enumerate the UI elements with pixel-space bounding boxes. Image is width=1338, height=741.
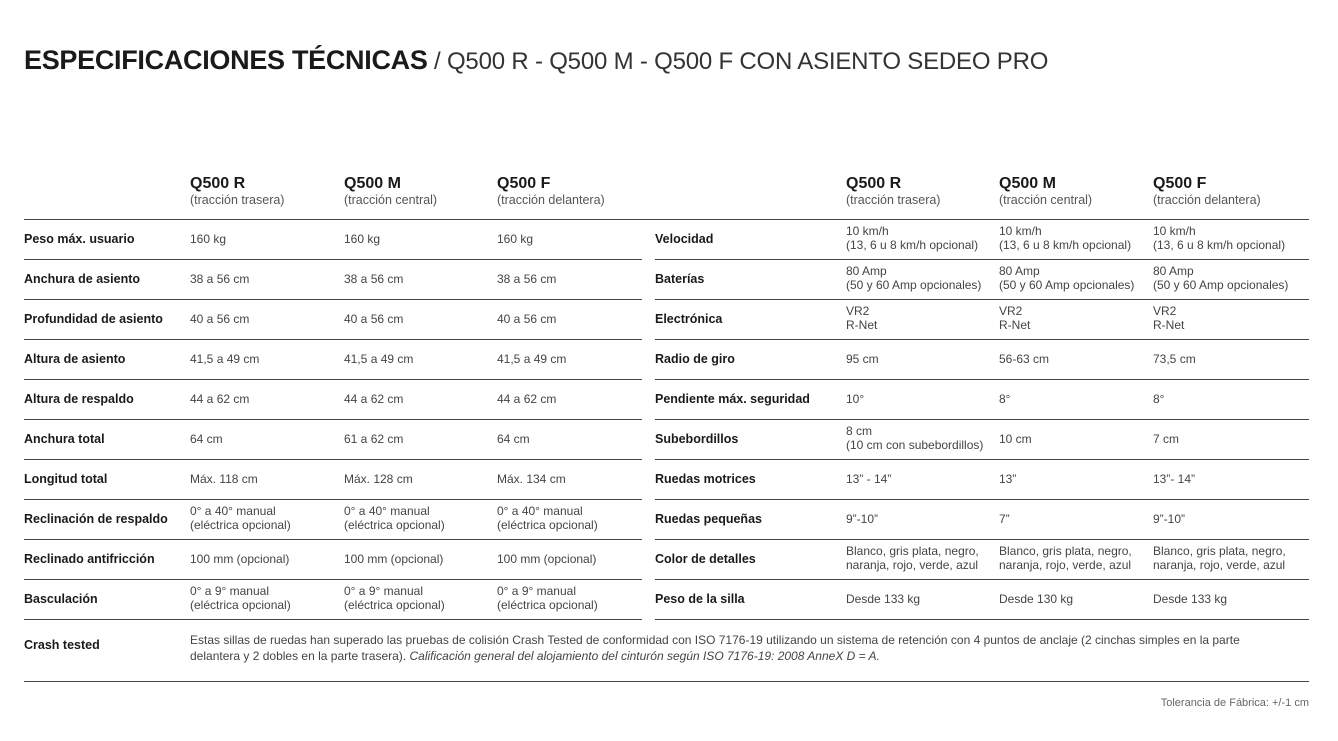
cell-line: (10 cm con subebordillos) [846, 438, 984, 452]
table-cell [1153, 264, 1288, 292]
cell-line: 10 cm [999, 432, 1032, 446]
cell-line: Blanco, gris plata, negro, [999, 544, 1132, 558]
table-cell [497, 552, 596, 566]
crash-description: Estas sillas de ruedas han superado las pruebas de colisión Crash Tested de conformidad con ISO 7176-19 utilizando un sistema de retención con 4 puntos de anclaje (2 cinchas simples en la parte delantera y 2 dobles en la parte trasera). [190, 633, 1240, 663]
cell-line: 44 a 62 cm [344, 392, 404, 406]
row-label: Electrónica [655, 312, 723, 326]
table-cell [497, 352, 566, 366]
row-label: Basculación [24, 592, 98, 606]
table-cell [190, 272, 249, 286]
cell-line: 160 kg [190, 232, 227, 246]
cell-line: Blanco, gris plata, negro, [846, 544, 979, 558]
model-name: Q500 R [190, 175, 246, 192]
row-label: Profundidad de asiento [24, 312, 163, 326]
row-label: Ruedas pequeñas [655, 512, 762, 526]
table-cell [999, 304, 1030, 332]
cell-line: 0° a 40° manual [190, 504, 276, 518]
table-cell [1153, 392, 1164, 406]
cell-line: (50 y 60 Amp opcionales) [1153, 278, 1289, 292]
column-header-left-1 [190, 175, 284, 207]
cell-line: 44 a 62 cm [190, 392, 250, 406]
column-header-left-2 [344, 175, 437, 207]
row-label: Peso de la silla [655, 592, 745, 606]
cell-line: 9”-10” [1153, 512, 1186, 526]
cell-line: naranja, rojo, verde, azul [1153, 558, 1286, 572]
cell-line: 73,5 cm [1153, 352, 1196, 366]
row-divider-right [655, 539, 1309, 540]
row-divider-left [24, 299, 642, 300]
table-cell [999, 592, 1073, 606]
table-cell [999, 224, 1131, 252]
row-label: Baterías [655, 272, 705, 286]
row-divider-left [24, 539, 642, 540]
table-cell [846, 472, 891, 486]
table-cell [999, 352, 1049, 366]
row-divider-right [655, 499, 1309, 500]
cell-line: (13, 6 u 8 km/h opcional) [1153, 238, 1286, 252]
traction-type: (tracción trasera) [190, 193, 285, 207]
row-label: Reclinación de respaldo [24, 512, 168, 526]
cell-line: 7 cm [1153, 432, 1180, 446]
table-cell [190, 432, 223, 446]
title-subtitle: / Q500 R - Q500 M - Q500 F CON ASIENTO SEDEO PRO [427, 48, 1049, 75]
table-cell [846, 392, 864, 406]
table-cell [999, 472, 1016, 486]
row-label: Longitud total [24, 472, 108, 486]
table-cell [999, 392, 1010, 406]
table-cell [190, 312, 249, 326]
cell-line: (50 y 60 Amp opcionales) [999, 278, 1135, 292]
table-cell [846, 224, 978, 252]
crash-text [190, 632, 1290, 664]
column-header-left-3 [497, 175, 605, 207]
row-label: Anchura de asiento [24, 272, 140, 286]
table-cell [497, 432, 530, 446]
traction-type: (tracción delantera) [497, 193, 605, 207]
row-divider-left [24, 339, 642, 340]
cell-line: 0° a 9° manual [497, 584, 576, 598]
cell-line: 40 a 56 cm [190, 312, 250, 326]
cell-line: 40 a 56 cm [497, 312, 557, 326]
cell-line: 10 km/h [1153, 224, 1196, 238]
cell-line: 7” [999, 512, 1010, 526]
table-cell [190, 232, 226, 246]
table-cell [846, 304, 877, 332]
cell-line: 44 a 62 cm [497, 392, 557, 406]
cell-line: (eléctrica opcional) [344, 518, 445, 532]
cell-line: 38 a 56 cm [344, 272, 404, 286]
cell-line: 8° [999, 392, 1011, 406]
table-cell [344, 392, 403, 406]
table-cell [497, 584, 598, 612]
row-label: Ruedas motrices [655, 472, 756, 486]
cell-line: 100 mm (opcional) [190, 552, 290, 566]
cell-line: 56-63 cm [999, 352, 1050, 366]
table-cell [846, 592, 920, 606]
table-cell [190, 552, 289, 566]
row-label: Color de detalles [655, 552, 756, 566]
cell-line: 9”-10” [846, 512, 879, 526]
row-label: Altura de asiento [24, 352, 126, 366]
cell-line: naranja, rojo, verde, azul [846, 558, 979, 572]
cell-line: Máx. 128 cm [344, 472, 413, 486]
cell-line: 8° [1153, 392, 1165, 406]
cell-line: Desde 133 kg [846, 592, 921, 606]
model-name: Q500 F [497, 175, 551, 192]
divider-header [24, 219, 1309, 220]
model-name: Q500 M [344, 175, 401, 192]
table-cell [190, 472, 258, 486]
cell-line: 10 km/h [846, 224, 889, 238]
traction-type: (tracción trasera) [846, 193, 941, 207]
cell-line: VR2 [846, 304, 870, 318]
cell-line: (eléctrica opcional) [190, 598, 291, 612]
cell-line: 13”- 14” [1153, 472, 1196, 486]
row-label: Radio de giro [655, 352, 735, 366]
table-cell [497, 312, 556, 326]
table-cell [344, 432, 403, 446]
cell-line: 0° a 9° manual [190, 584, 269, 598]
model-name: Q500 F [1153, 175, 1207, 192]
cell-line: 10° [846, 392, 865, 406]
crash-rating: Calificación general del alojamiento del cinturón según ISO 7176-19: 2008 AnneX D = A. [409, 649, 880, 663]
row-divider-right [655, 619, 1309, 620]
table-cell [846, 512, 878, 526]
row-label: Subebordillos [655, 432, 739, 446]
table-cell [1153, 432, 1179, 446]
table-cell [999, 512, 1010, 526]
row-label: Velocidad [655, 232, 714, 246]
cell-line: R-Net [846, 318, 878, 332]
table-cell [1153, 352, 1196, 366]
table-cell [846, 352, 879, 366]
cell-line: 80 Amp [846, 264, 887, 278]
row-label: Pendiente máx. seguridad [655, 392, 810, 406]
traction-type: (tracción delantera) [1153, 193, 1261, 207]
column-header-right-3 [1153, 175, 1261, 207]
table-cell [497, 232, 533, 246]
row-divider-left [24, 459, 642, 460]
row-divider-right [655, 579, 1309, 580]
cell-line: 13” - 14” [846, 472, 892, 486]
table-cell [344, 552, 443, 566]
cell-line: 41,5 a 49 cm [344, 352, 414, 366]
cell-line: 64 cm [497, 432, 530, 446]
cell-line: Blanco, gris plata, negro, [1153, 544, 1286, 558]
table-cell [846, 264, 981, 292]
cell-line: 10 km/h [999, 224, 1042, 238]
table-cell [344, 352, 413, 366]
column-header-right-2 [999, 175, 1092, 207]
divider-bottom [24, 681, 1309, 682]
cell-line: 13” [999, 472, 1017, 486]
cell-line: 100 mm (opcional) [497, 552, 597, 566]
model-name: Q500 R [846, 175, 902, 192]
cell-line: 40 a 56 cm [344, 312, 404, 326]
table-cell [1153, 472, 1195, 486]
row-divider-left [24, 579, 642, 580]
row-divider-right [655, 259, 1309, 260]
row-divider-right [655, 299, 1309, 300]
row-divider-left [24, 499, 642, 500]
table-cell [846, 544, 979, 572]
table-cell [497, 472, 566, 486]
cell-line: R-Net [1153, 318, 1185, 332]
table-cell [190, 352, 259, 366]
cell-line: 41,5 a 49 cm [497, 352, 567, 366]
cell-line: R-Net [999, 318, 1031, 332]
table-cell [1153, 592, 1227, 606]
table-cell [190, 392, 249, 406]
cell-line: Desde 133 kg [1153, 592, 1228, 606]
cell-line: 160 kg [344, 232, 381, 246]
cell-line: naranja, rojo, verde, azul [999, 558, 1132, 572]
row-label-crash: Crash tested [24, 638, 100, 652]
cell-line: 80 Amp [999, 264, 1040, 278]
cell-line: VR2 [999, 304, 1023, 318]
row-divider-left [24, 419, 642, 420]
table-cell [344, 504, 445, 532]
table-cell [1153, 512, 1185, 526]
table-cell [497, 392, 556, 406]
table-cell [1153, 224, 1285, 252]
table-cell [344, 472, 413, 486]
traction-type: (tracción central) [344, 193, 438, 207]
cell-line: 38 a 56 cm [497, 272, 557, 286]
model-name: Q500 M [999, 175, 1056, 192]
cell-line: Máx. 134 cm [497, 472, 566, 486]
row-divider-right [655, 459, 1309, 460]
row-label: Reclinado antifricción [24, 552, 155, 566]
table-cell [999, 432, 1032, 446]
row-divider-right [655, 419, 1309, 420]
table-cell [190, 504, 291, 532]
cell-line: (13, 6 u 8 km/h opcional) [846, 238, 979, 252]
traction-type: (tracción central) [999, 193, 1093, 207]
table-cell [1153, 544, 1286, 572]
cell-line: 0° a 40° manual [344, 504, 430, 518]
cell-line: 61 a 62 cm [344, 432, 404, 446]
cell-line: 95 cm [846, 352, 879, 366]
cell-line: (50 y 60 Amp opcionales) [846, 278, 982, 292]
cell-line: (eléctrica opcional) [497, 518, 598, 532]
column-header-right-1 [846, 175, 940, 207]
row-divider-left [24, 259, 642, 260]
table-cell [344, 312, 403, 326]
row-divider-left [24, 619, 642, 620]
table-cell [999, 264, 1134, 292]
table-cell [344, 272, 403, 286]
cell-line: (13, 6 u 8 km/h opcional) [999, 238, 1132, 252]
page-title [24, 43, 1048, 79]
cell-line: 0° a 40° manual [497, 504, 583, 518]
cell-line: 100 mm (opcional) [344, 552, 444, 566]
row-label: Anchura total [24, 432, 105, 446]
table-cell [344, 584, 445, 612]
cell-line: VR2 [1153, 304, 1177, 318]
table-cell [497, 504, 598, 532]
table-cell [1153, 304, 1184, 332]
cell-line: 0° a 9° manual [344, 584, 423, 598]
cell-line: (eléctrica opcional) [190, 518, 291, 532]
table-cell [344, 232, 380, 246]
cell-line: Desde 130 kg [999, 592, 1074, 606]
row-label: Altura de respaldo [24, 392, 134, 406]
table-cell [497, 272, 556, 286]
cell-line: (eléctrica opcional) [344, 598, 445, 612]
cell-line: 41,5 a 49 cm [190, 352, 260, 366]
table-cell [190, 584, 291, 612]
table-cell [999, 544, 1132, 572]
cell-line: 64 cm [190, 432, 223, 446]
title-bold: ESPECIFICACIONES TÉCNICAS [24, 45, 428, 75]
row-divider-right [655, 379, 1309, 380]
cell-line: Máx. 118 cm [190, 472, 258, 486]
cell-line: 8 cm [846, 424, 873, 438]
tolerance-note: Tolerancia de Fábrica: +/-1 cm [1160, 697, 1309, 709]
cell-line: (eléctrica opcional) [497, 598, 598, 612]
row-divider-left [24, 379, 642, 380]
cell-line: 80 Amp [1153, 264, 1194, 278]
cell-line: 38 a 56 cm [190, 272, 250, 286]
row-label: Peso máx. usuario [24, 232, 135, 246]
cell-line: 160 kg [497, 232, 534, 246]
table-cell [846, 424, 983, 452]
row-divider-right [655, 339, 1309, 340]
